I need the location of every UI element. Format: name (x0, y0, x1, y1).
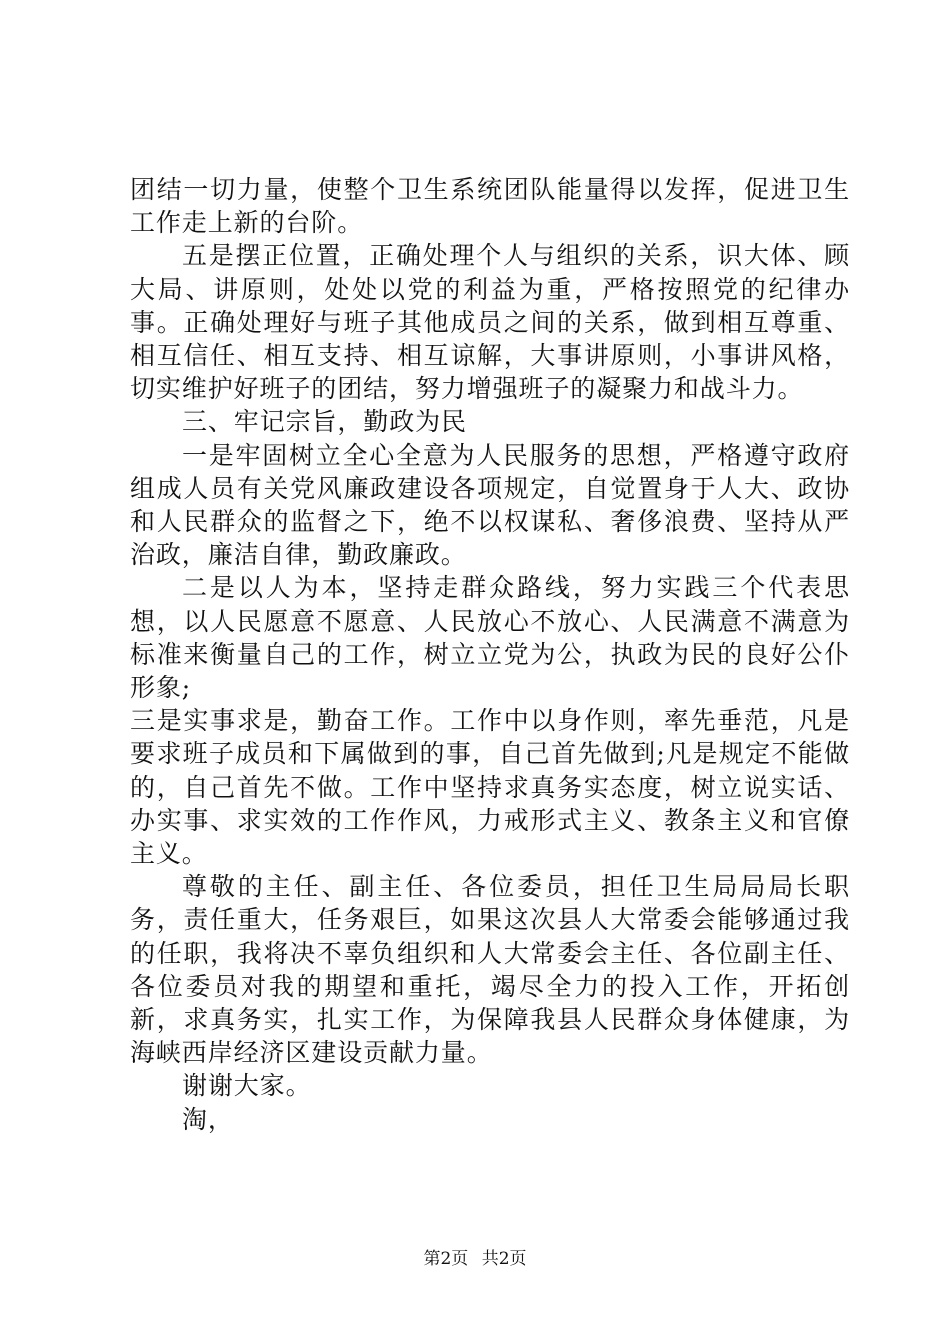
paragraph-point-five: 五是摆正位置，正确处理个人与组织的关系，识大体、顾大局、讲原则，处处以党的利益为重，严格按照党的纪律办事。正确处理好与班子其他成员之间的关系，做到相互尊重、相互信任、相互支持、相互谅解，大事讲原则，小事讲风格，切实维护好班子的团结，努力增强班子的凝聚力和战斗力。 (130, 241, 850, 404)
paragraph-point-one: 一是牢固树立全心全意为人民服务的思想，严格遵守政府组成人员有关党风廉政建设各项规定，自觉置身于人大、政协和人民群众的监督之下，绝不以权谋私、奢侈浪费、坚持从严治政，廉洁自律，勤政廉政。 (130, 440, 850, 570)
paragraph-trailing-fragment: 淘， (182, 1104, 234, 1134)
paragraph-continuation: 团结一切力量，使整个卫生系统团队能量得以发挥，促进卫生工作走上新的台阶。 (130, 175, 850, 238)
section-heading-three: 三、牢记宗旨，勤政为民 (182, 407, 467, 437)
page-footer (0, 1244, 950, 1269)
paragraph-closing-pledge: 尊敬的主任、副主任、各位委员，担任卫生局局局长职务，责任重大，任务艰巨，如果这次县人大常委会能够通过我的任职，我将决不辜负组织和人大常委会主任、各位副主任、各位委员对我的期望和重托，竭尽全力的投入工作，开拓创新，求真务实，扎实工作，为保障我县人民群众身体健康，为海峡西岸经济区建设贡献力量。 (130, 872, 850, 1068)
paragraph-thanks: 谢谢大家。 (182, 1071, 312, 1101)
page-number: 第2页 (423, 1249, 469, 1269)
page-total: 共2页 (481, 1249, 527, 1269)
paragraph-point-two: 二是以人为本，坚持走群众路线，努力实践三个代表思想，以人民愿意不愿意、人民放心不放心、人民满意不满意为标准来衡量自己的工作，树立立党为公，执政为民的良好公仆形象; (130, 573, 850, 703)
document-body (130, 173, 850, 1136)
paragraph-point-three: 三是实事求是，勤奋工作。工作中以身作则，率先垂范，凡是要求班子成员和下属做到的事，自己首先做到;凡是规定不能做的，自己首先不做。工作中坚持求真务实态度，树立说实话、办实事、求实效的工作作风，力戒形式主义、教条主义和官僚主义。 (130, 706, 850, 869)
